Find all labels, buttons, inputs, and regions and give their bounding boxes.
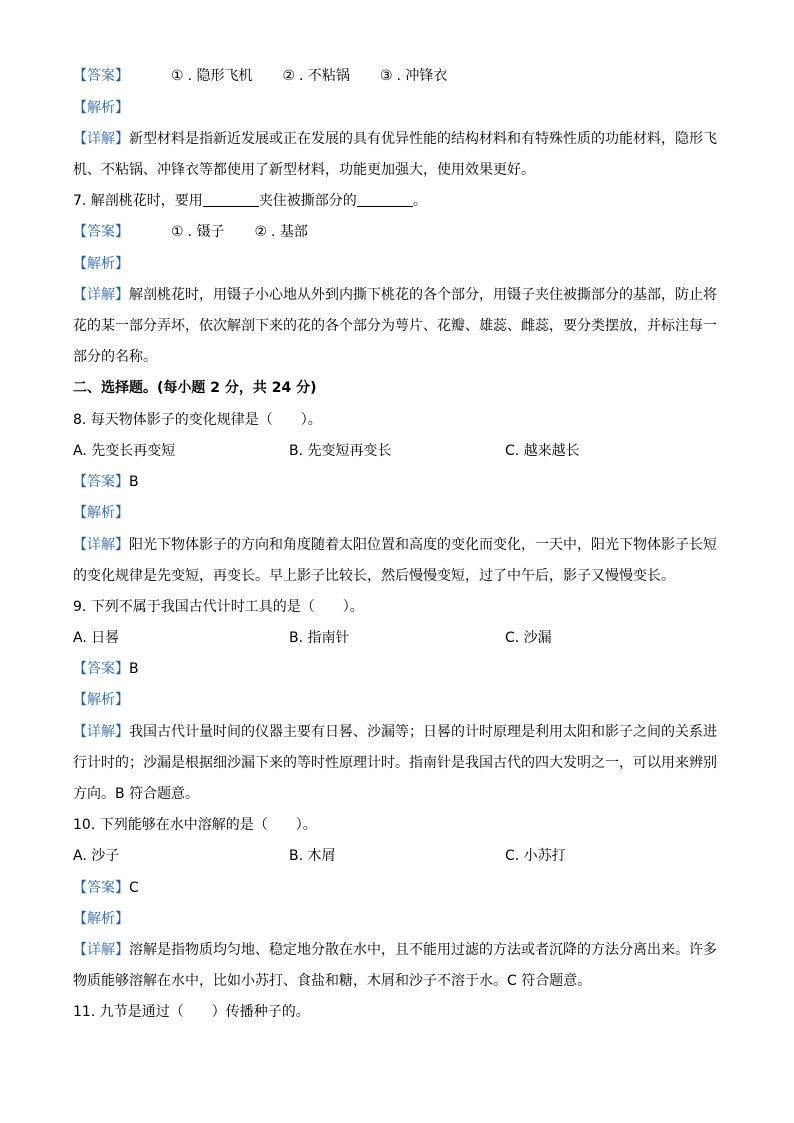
detail-tag: 【详解】: [73, 131, 129, 147]
detail-text: 部分的名称。: [73, 349, 157, 365]
q10-answer-line: [73, 877, 723, 899]
q8-analysis-line: [73, 502, 723, 524]
q8-answer-line: [73, 471, 723, 493]
analysis-tag: 【解析】: [73, 692, 129, 708]
detail-tag: 【详解】: [73, 942, 129, 958]
q10-detail-line: [73, 939, 723, 961]
q11-question: 11. 九节是通过（ ）传播种子的。: [73, 1004, 310, 1020]
option-b: B. 指南针: [289, 630, 350, 646]
q9-answer-line: [73, 658, 723, 680]
analysis-tag: 【解析】: [73, 911, 129, 927]
detail-text: 溶解是指物质均匀地、稳定地分散在水中，且不能用过滤的方法或者沉降的方法分离出来。许多: [129, 942, 717, 958]
q6-detail-line: [73, 159, 723, 181]
detail-text: 的变化规律是先变短，再变长。早上影子比较长，然后慢慢变短，过了中午后，影子又慢慢变长。: [73, 568, 675, 584]
answer-tag: 【答案】: [73, 68, 129, 84]
detail-tag: 【详解】: [73, 724, 129, 740]
q6-analysis-line: [73, 97, 723, 119]
option-c: C. 小苏打: [505, 848, 566, 864]
answer-blank: [203, 192, 259, 207]
q8-detail-line: [73, 534, 723, 556]
answer-value: B: [129, 474, 139, 490]
option-b: B. 木屑: [289, 848, 336, 864]
detail-text: 方向。B 符合题意。: [73, 786, 200, 802]
q8-question: 8. 每天物体影子的变化规律是（ ）。: [73, 412, 322, 428]
option-c: C. 沙漏: [505, 630, 552, 646]
answer-tag: 【答案】: [73, 224, 129, 240]
q10-question: 10. 下列能够在水中溶解的是（ ）。: [73, 817, 317, 833]
answer-tag: 【答案】: [73, 880, 129, 896]
answer-value: B: [129, 661, 139, 677]
detail-text: 机、不粘锅、冲锋衣等都使用了新型材料，功能更加强大，使用效果更好。: [73, 162, 535, 178]
q9-analysis-line: [73, 689, 723, 711]
option-c: C. 越来越长: [505, 443, 580, 459]
detail-text: 行计时的；沙漏是根据细沙漏下来的等时性原理计时。指南针是我国古代的四大发明之一，可以用来辨别: [73, 755, 717, 771]
analysis-tag: 【解析】: [73, 100, 129, 116]
q6-answer-line: [73, 65, 723, 87]
answer-item: ③ . 冲锋衣: [379, 68, 448, 84]
detail-tag: 【详解】: [73, 537, 129, 553]
answer-value: C: [129, 880, 139, 896]
q9-detail-line: [73, 783, 723, 805]
q7-detail-line: [73, 284, 723, 306]
answer-item: ① . 镊子: [171, 224, 225, 240]
analysis-tag: 【解析】: [73, 505, 129, 521]
option-a: A. 日晷: [73, 630, 120, 646]
q7-detail-line: [73, 315, 723, 337]
q8-detail-line: [73, 565, 723, 587]
q7-analysis-line: [73, 253, 723, 275]
detail-text: 解剖桃花时，用镊子小心地从外到内撕下桃花的各个部分，用镊子夹住被撕部分的基部，防止将: [129, 287, 717, 303]
option-a: A. 先变长再变短: [73, 443, 176, 459]
q7-detail-line: [73, 346, 723, 368]
q9-detail-line: [73, 721, 723, 743]
option-b: B. 先变短再变长: [289, 443, 392, 459]
detail-text: 新型材料是指新近发展或正在发展的具有优异性能的结构材料和有特殊性质的功能材料，隐形飞: [129, 131, 717, 147]
detail-tag: 【详解】: [73, 287, 129, 303]
q6-detail-line: [73, 128, 723, 150]
answer-tag: 【答案】: [73, 474, 129, 490]
answer-blank: [357, 192, 413, 207]
detail-text: 花的某一部分弄坏，依次解剖下来的花的各个部分为萼片、花瓣、雄蕊、雌蕊，要分类摆放，并标注每一: [73, 318, 717, 334]
q7-question: 7. 解剖桃花时，要用 夹住被撕部分的 。: [73, 193, 427, 209]
answer-item: ② . 基部: [254, 224, 308, 240]
analysis-tag: 【解析】: [73, 256, 129, 272]
option-a: A. 沙子: [73, 848, 120, 864]
q10-analysis-line: [73, 908, 723, 930]
detail-text: 我国古代计量时间的仪器主要有日晷、沙漏等；日晷的计时原理是利用太阳和影子之间的关系进: [129, 724, 717, 740]
detail-text: 阳光下物体影子的方向和角度随着太阳位置和高度的变化而变化，一天中，阳光下物体影子长短: [129, 537, 717, 553]
answer-item: ② . 不粘锅: [282, 68, 350, 84]
answer-item: ① . 隐形飞机: [171, 68, 253, 84]
q7-answer-line: [73, 221, 723, 243]
detail-text: 物质能够溶解在水中，比如小苏打、食盐和糖，木屑和沙子不溶于水。C 符合题意。: [73, 973, 592, 989]
answer-tag: 【答案】: [73, 661, 129, 677]
q9-detail-line: [73, 752, 723, 774]
section-title: 二、选择题。(每小题 2 分，共 24 分): [73, 380, 317, 396]
q9-question: 9. 下列不属于我国古代计时工具的是（ ）。: [73, 599, 364, 615]
q10-detail-line: [73, 970, 723, 992]
